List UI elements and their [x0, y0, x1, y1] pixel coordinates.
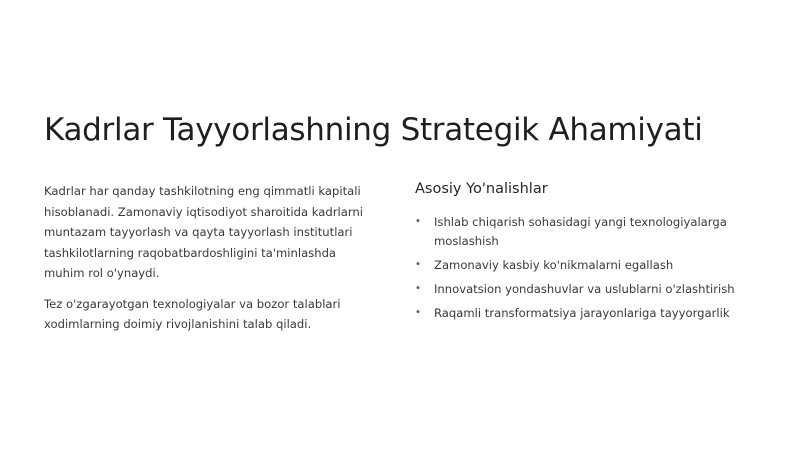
- slide-title: Kadrlar Tayyorlashning Strategik Ahamiyati: [44, 112, 703, 148]
- list-item-text: Ishlab chiqarish sohasidagi yangi texnologiyalarga moslashish: [434, 215, 727, 248]
- list-item: [415, 256, 760, 275]
- bullet-icon: •: [415, 259, 421, 270]
- bullet-icon: •: [415, 307, 421, 318]
- list-item-text: Raqamli transformatsiya jarayonlariga tayyorgarlik: [434, 306, 730, 320]
- list-item: [415, 304, 760, 323]
- bullet-icon: •: [415, 283, 421, 294]
- list-item-text: Innovatsion yondashuvlar va uslublarni o'zlashtirish: [434, 282, 735, 296]
- bullet-list: [415, 213, 760, 323]
- second-paragraph: Tez o'zgarayotgan texnologiyalar va bozor talablari xodimlarning doimiy rivojlanishini talab qiladi.: [44, 296, 341, 331]
- list-item: [415, 280, 760, 299]
- intro-paragraph: Kadrlar har qanday tashkilotning eng qimmatli kapitali hisoblanadi. Zamonaviy iqtisodiyot sharoitida kadrlarni muntazam tayyorlash va qayta tayyorlash institutlari tashkilotlarning raqobatbardoshligini ta'minlashda muhim rol o'ynaydi.: [44, 184, 363, 280]
- bullet-icon: •: [415, 216, 421, 227]
- right-column: [415, 178, 760, 328]
- list-item-text: Zamonaviy kasbiy ko'nikmalarni egallash: [434, 258, 674, 272]
- left-column: [44, 181, 370, 345]
- section-heading: Asosiy Yo'nalishlar: [415, 181, 548, 197]
- list-item: [415, 213, 760, 251]
